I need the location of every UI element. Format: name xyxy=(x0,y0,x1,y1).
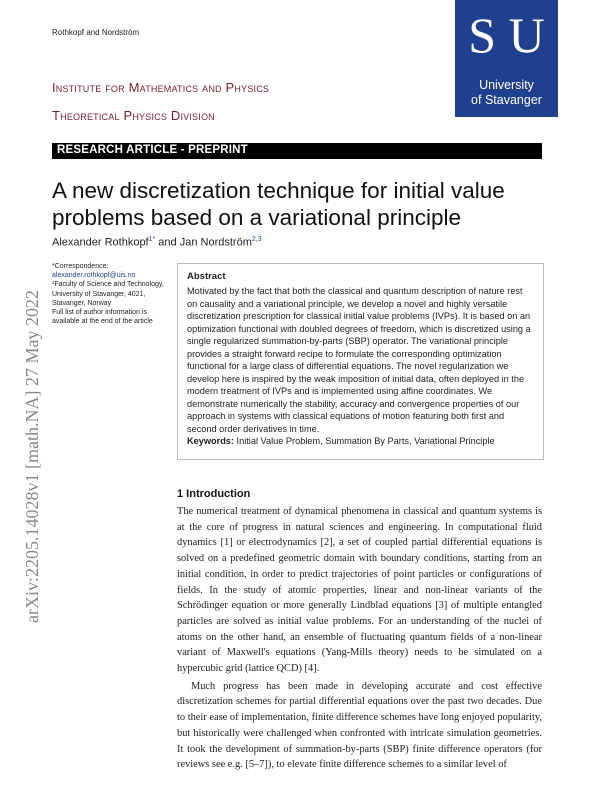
author-1: Alexander Rothkopf xyxy=(52,236,149,249)
section-heading: 1 Introduction xyxy=(177,488,251,500)
author-2-affiliation: 2,3 xyxy=(251,236,262,243)
arxiv-stamp xyxy=(22,190,44,725)
keywords xyxy=(187,435,537,447)
logo-name-line2: of Stavanger xyxy=(471,93,542,107)
running-header: Rothkopf and Nordström xyxy=(52,28,140,37)
logo-mark: S U xyxy=(468,7,545,63)
article-type-banner xyxy=(52,143,542,159)
affiliation-note: ¹Faculty of Science and Technology, University of Stavanger, 4021, Stavanger, Norway xyxy=(52,281,164,307)
article-type-label: RESEARCH ARTICLE - PREPRINT xyxy=(57,144,248,156)
arxiv-id: arXiv:2205.14028v1 [math.NA] 27 May 2022 xyxy=(22,290,42,623)
author-2: Jan Nordström xyxy=(179,236,252,249)
university-logo xyxy=(455,0,558,117)
abstract-heading: Abstract xyxy=(187,271,226,282)
body-text xyxy=(177,504,542,773)
correspondence-email[interactable]: alexander.rothkopf@uis.no xyxy=(52,272,136,280)
author-notes xyxy=(52,262,172,326)
author-conjunction: and xyxy=(155,236,180,249)
author-1-affiliation: 1* xyxy=(148,236,156,243)
institute-name: Institute for Mathematics and Physics xyxy=(52,80,270,95)
keywords-label: Keywords: xyxy=(187,436,234,446)
abstract-text: Motivated by the fact that both the classical and quantum description of nature rest on causality and a variational principle, we develop a novel and highly versatile discretization prescription for classical initial value problems (IVPs). It is based on an optimization functional with doubled degrees of freedom, which is discretized using a single regularized summation-by-parts (SBP) operator. The variational principle provides a straight forward recipe to formulate the corresponding optimization functional for a large class of differential equations. The novel regularization we develop here is inspired by the weak imposition of initial data, often deployed in the modern treatment of IVPs and is implemented using affine coordinates. We demonstrate numerically the stability, accuracy and convergence properties of our approach in systems with classical equations of motion featuring both first and second order derivatives in time. xyxy=(187,286,531,434)
author-list xyxy=(52,236,262,249)
keywords-list: Initial Value Problem, Summation By Parts, Variational Principle xyxy=(236,436,495,446)
logo-name-line1: University xyxy=(479,78,534,92)
paper-title: A new discretization technique for initial value problems based on a variational principle xyxy=(52,178,505,230)
correspondence-label: *Correspondence: xyxy=(52,263,109,270)
author-info-note: Full list of author information is available at the end of the article xyxy=(52,309,153,326)
division-name: Theoretical Physics Division xyxy=(52,108,215,123)
paragraph: The numerical treatment of dynamical phenomena in classical and quantum systems is at the core of progress in natural sciences and engineering. In computational fluid dynamics [1] or electrodynamics [2], a set of coupled partial differential equations is solved on a predefined geometric domain with boundary conditions, starting from an initial condition, in order to predict trajectories of point particles or configurations of fields. In the study of atomic properties, linear and non-linear variants of the Schrödinger equation or more generally Lindblad equations [3] of multiple entangled particles are solved as initial value problems. For an understanding of the nuclei of atoms on the other hand, an ensemble of fluctuating quantum fields of a non-linear variant of Maxwell's equations (Yang-Mills theory) needs to be simulated on a hypercubic grid (lattice QCD) [4]. xyxy=(177,506,542,675)
paragraph: Much progress has been made in developing accurate and cost effective discretization schemes for partial differential equations over the past two decades. Due to their ease of implementation, finite difference schemes have long enjoyed popularity, but historically were challenged when confronted with intricate simulation geometries. It took the development of summation-by-parts (SBP) finite difference operators (for reviews see e.g. [5–7]), to elevate finite difference schemes to a similar level of xyxy=(177,680,542,771)
